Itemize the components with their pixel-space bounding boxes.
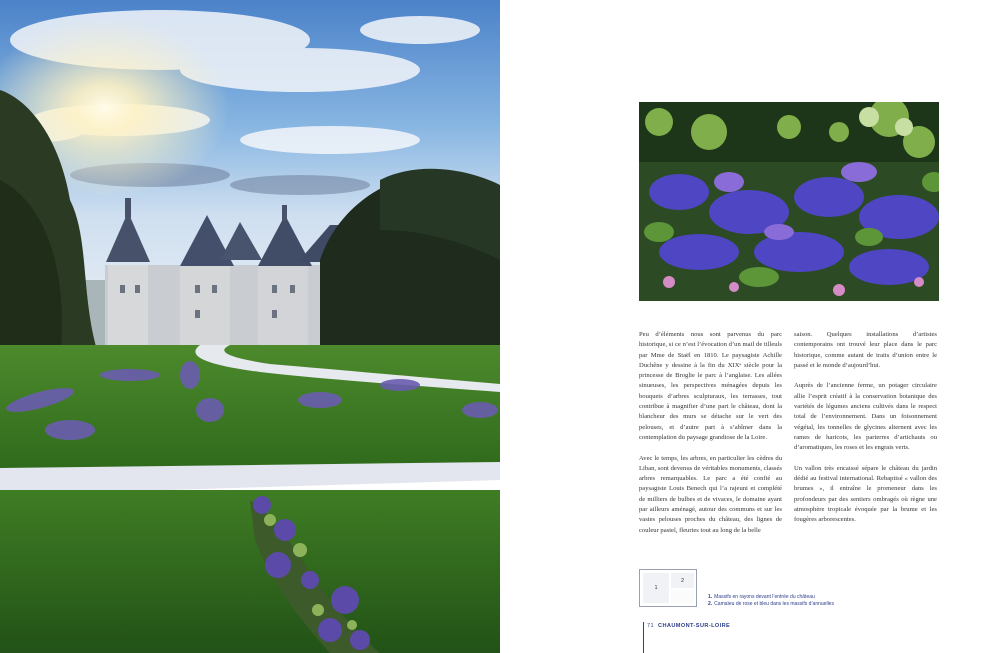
photo-layout-diagram — [639, 569, 697, 607]
diagram-cell-1: 1 — [643, 573, 669, 603]
caption-number: 2. — [708, 601, 713, 608]
paragraph: saison. Quelques installations d’artistes contemporains ont trouvé leur place dans le parc historique, comme autant de traits d’union entre le passé et le monde d’aujourd’hui. — [794, 331, 937, 369]
folio — [647, 623, 730, 629]
text-column-2 — [794, 330, 937, 536]
right-page — [500, 0, 1000, 653]
caption-number: 1. — [708, 594, 713, 600]
photo-captions — [708, 594, 834, 608]
folio-rule — [643, 622, 644, 653]
caption-line — [708, 594, 834, 601]
text-column-1 — [639, 330, 782, 546]
diagram-cell-blank — [671, 590, 694, 603]
paragraph: Auprès de l’ancienne ferme, un potager circulaire allie l’esprit créatif à la conservation botanique des variétés de légumes anciens cultivés dans le respect total de l’environnement. Dans un foisonnement végétal, les tonnelles de glycines alternent avec les rames de haricots, les parterres d’artichauts ou d’aromatiques, les roses et les engrais verts. — [794, 382, 937, 452]
paragraph: Avec le temps, les arbres, en particulier les cèdres du Liban, sont devenus de véritables monuments, classés arbres remarquables. Le parc a été confié au paysagiste Louis Benech qui l’a rajeuni et complété de milliers de bulbes et de vivaces, le domaine ayant par ailleurs aménagé, autour des communs et sur les vastes pelouses proches du château, des lignes de couleur pastel, fleuries tout au long de la belle — [639, 454, 782, 534]
caption-text: Camaïeu de rose et bleu dans les massifs d’annuelles — [714, 601, 834, 608]
caption-line — [708, 601, 834, 608]
paragraph: Un vallon très encaissé sépare le château du jardin dédié au festival international. Rebaptisé « vallon des brumes », il entraîne le promeneur dans les profondeurs par des sentiers ombragés où règne une atmosphère tropicale évoquée par la brume et les fougères arborescentes. — [794, 464, 937, 524]
paragraph: Peu d’éléments nous sont parvenus du parc historique, si ce n’est l’évocation d’un mail de tilleuls par Mme de Staël en 1810. Le paysagiste Achille Duchêne y dessine à la fin du XIXᵉ siècle pour la princesse de Broglie le parc à l’anglaise. Les allées sinueuses, les perspectives ménagées depuis les bouquets d’arbres sculpturaux, les terrasses, tout contribue à magnifier d’une part le château, dont la blancheur des murs se détache sur le vert des pelouses, et d’autre part à s’abîmer dans la contemplation du paysage grandiose de la Loire. — [639, 331, 782, 441]
page-number: 71 — [647, 623, 655, 629]
caption-text: Massifs en rayons devant l’entrée du château — [714, 594, 815, 600]
garden-photo — [639, 102, 939, 301]
running-title: CHAUMONT-SUR-LOIRE — [658, 623, 731, 629]
flower-garden-illustration — [639, 102, 939, 301]
diagram-cell-2: 2 — [671, 573, 694, 588]
